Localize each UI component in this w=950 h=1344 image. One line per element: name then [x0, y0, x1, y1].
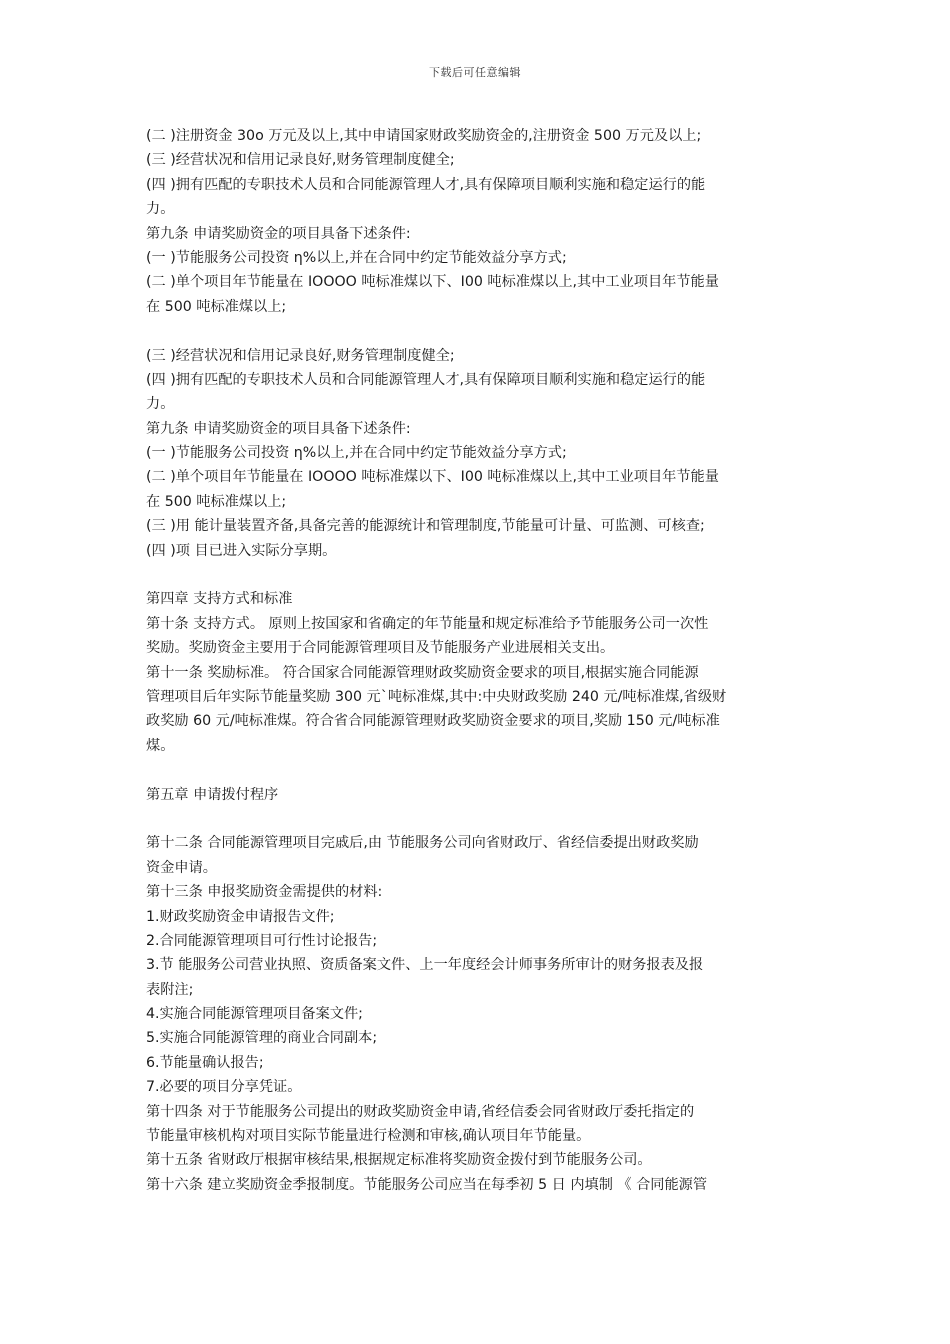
document-body [146, 124, 810, 1197]
text-line: 政奖励 60 元/吨标准煤。符合省合同能源管理财政奖励资金要求的项目,奖励 150 元/吨标准 [146, 713, 720, 730]
text-line: 1.财政奖励资金申请报告文件; [146, 908, 335, 925]
text-line: (二 )单个项目年节能量在 IOOOO 吨标准煤以下、I00 吨标准煤以上,其中工业项目年节能量 [146, 469, 719, 486]
text-line: (四 )项 目已进入实际分享期。 [146, 542, 337, 559]
text-line: 力。 [146, 396, 175, 413]
text-line: 第十六条 建立奖励资金季报制度。节能服务公司应当在每季初 5 日 内填制 《 合同能源管 [146, 1176, 708, 1193]
text-line: (四 )拥有匹配的专职技术人员和合同能源管理人才,具有保障项目顺利实施和稳定运行的能 [146, 176, 706, 193]
text-line: (一 )节能服务公司投资 η%以上,并在合同中约定节能效益分享方式; [146, 249, 567, 266]
text-line: (三 )经营状况和信用记录良好,财务管理制度健全; [146, 152, 455, 169]
text-line: 管理项目后年实际节能量奖励 300 元`吨标准煤,其中:中央财政奖励 240 元/吨标准煤,省级财 [146, 688, 727, 705]
text-line: 第十二条 合同能源管理项目完戚后,由 节能服务公司向省财政厅、省经信委提出财政奖励 [146, 835, 699, 852]
text-line: (三 )用 能计量装置齐备,具备完善的能源统计和管理制度,节能量可计量、可监测、可核查; [146, 518, 705, 535]
blank-line [146, 563, 810, 587]
text-line: 第四章 支持方式和标准 [146, 591, 293, 608]
text-line: (二 )注册资金 30o 万元及以上,其中申请国家财政奖励资金的,注册资金 500 万元及以上; [146, 128, 702, 144]
text-line: 第十四条 对于节能服务公司提出的财政奖励资金申请,省经信委会同省财政厅委托指定的 [146, 1103, 695, 1120]
text-line: (二 )单个项目年节能量在 IOOOO 吨标准煤以下、I00 吨标准煤以上,其中工业项目年节能量 [146, 274, 719, 291]
text-line: 第九条 申请奖励资金的项目具备下述条件: [146, 420, 411, 437]
blank-line [146, 758, 810, 782]
text-line: 2.合同能源管理项目可行性讨论报告; [146, 932, 378, 949]
text-line: 第十三条 申报奖励资金需提供的材料: [146, 884, 383, 901]
text-line: 节能量审核机构对项目实际节能量进行检测和审核,确认项目年节能量。 [146, 1128, 591, 1145]
blank-line [146, 807, 810, 831]
text-line: 第十条 支持方式。 原则上按国家和省确定的年节能量和规定标准给予节能服务公司一次性 [146, 615, 709, 632]
text-line: 煤。 [146, 737, 175, 754]
text-line: 5.实施合同能源管理的商业合同副本; [146, 1030, 378, 1047]
text-line: 力。 [146, 201, 175, 218]
text-line: 在 500 吨标准煤以上; [146, 298, 287, 315]
blank-line [146, 319, 810, 343]
text-line: 7.必要的项目分享凭证。 [146, 1079, 302, 1096]
text-line: (四 )拥有匹配的专职技术人员和合同能源管理人才,具有保障项目顺利实施和稳定运行的能 [146, 371, 706, 388]
text-line: (一 )节能服务公司投资 η%以上,并在合同中约定节能效益分享方式; [146, 445, 567, 462]
text-line: 在 500 吨标准煤以上; [146, 493, 287, 510]
text-line: 第九条 申请奖励资金的项目具备下述条件: [146, 225, 411, 242]
text-line: (三 )经营状况和信用记录良好,财务管理制度健全; [146, 347, 455, 364]
text-line: 第十五条 省财政厅根据审核结果,根据规定标准将奖励资金拨付到节能服务公司。 [146, 1152, 652, 1169]
text-line: 3.节 能服务公司营业执照、资质备案文件、上一年度经会计师事务所审计的财务报表及报 [146, 957, 704, 974]
text-line: 4.实施合同能源管理项目备案文件; [146, 1006, 363, 1023]
text-line: 奖励。奖励资金主要用于合同能源管理项目及节能服务产业进展相关支出。 [146, 640, 615, 657]
text-line: 第五章 申请拨付程序 [146, 786, 279, 803]
page-header: 下载后可任意编辑 [429, 66, 521, 79]
text-line: 6.节能量确认报告; [146, 1054, 264, 1071]
text-line: 资金申请。 [146, 859, 217, 876]
text-line: 第十一条 奖励标准。 符合国家合同能源管理财政奖励资金要求的项目,根据实施合同能源 [146, 664, 699, 681]
text-line: 表附注; [146, 981, 194, 998]
